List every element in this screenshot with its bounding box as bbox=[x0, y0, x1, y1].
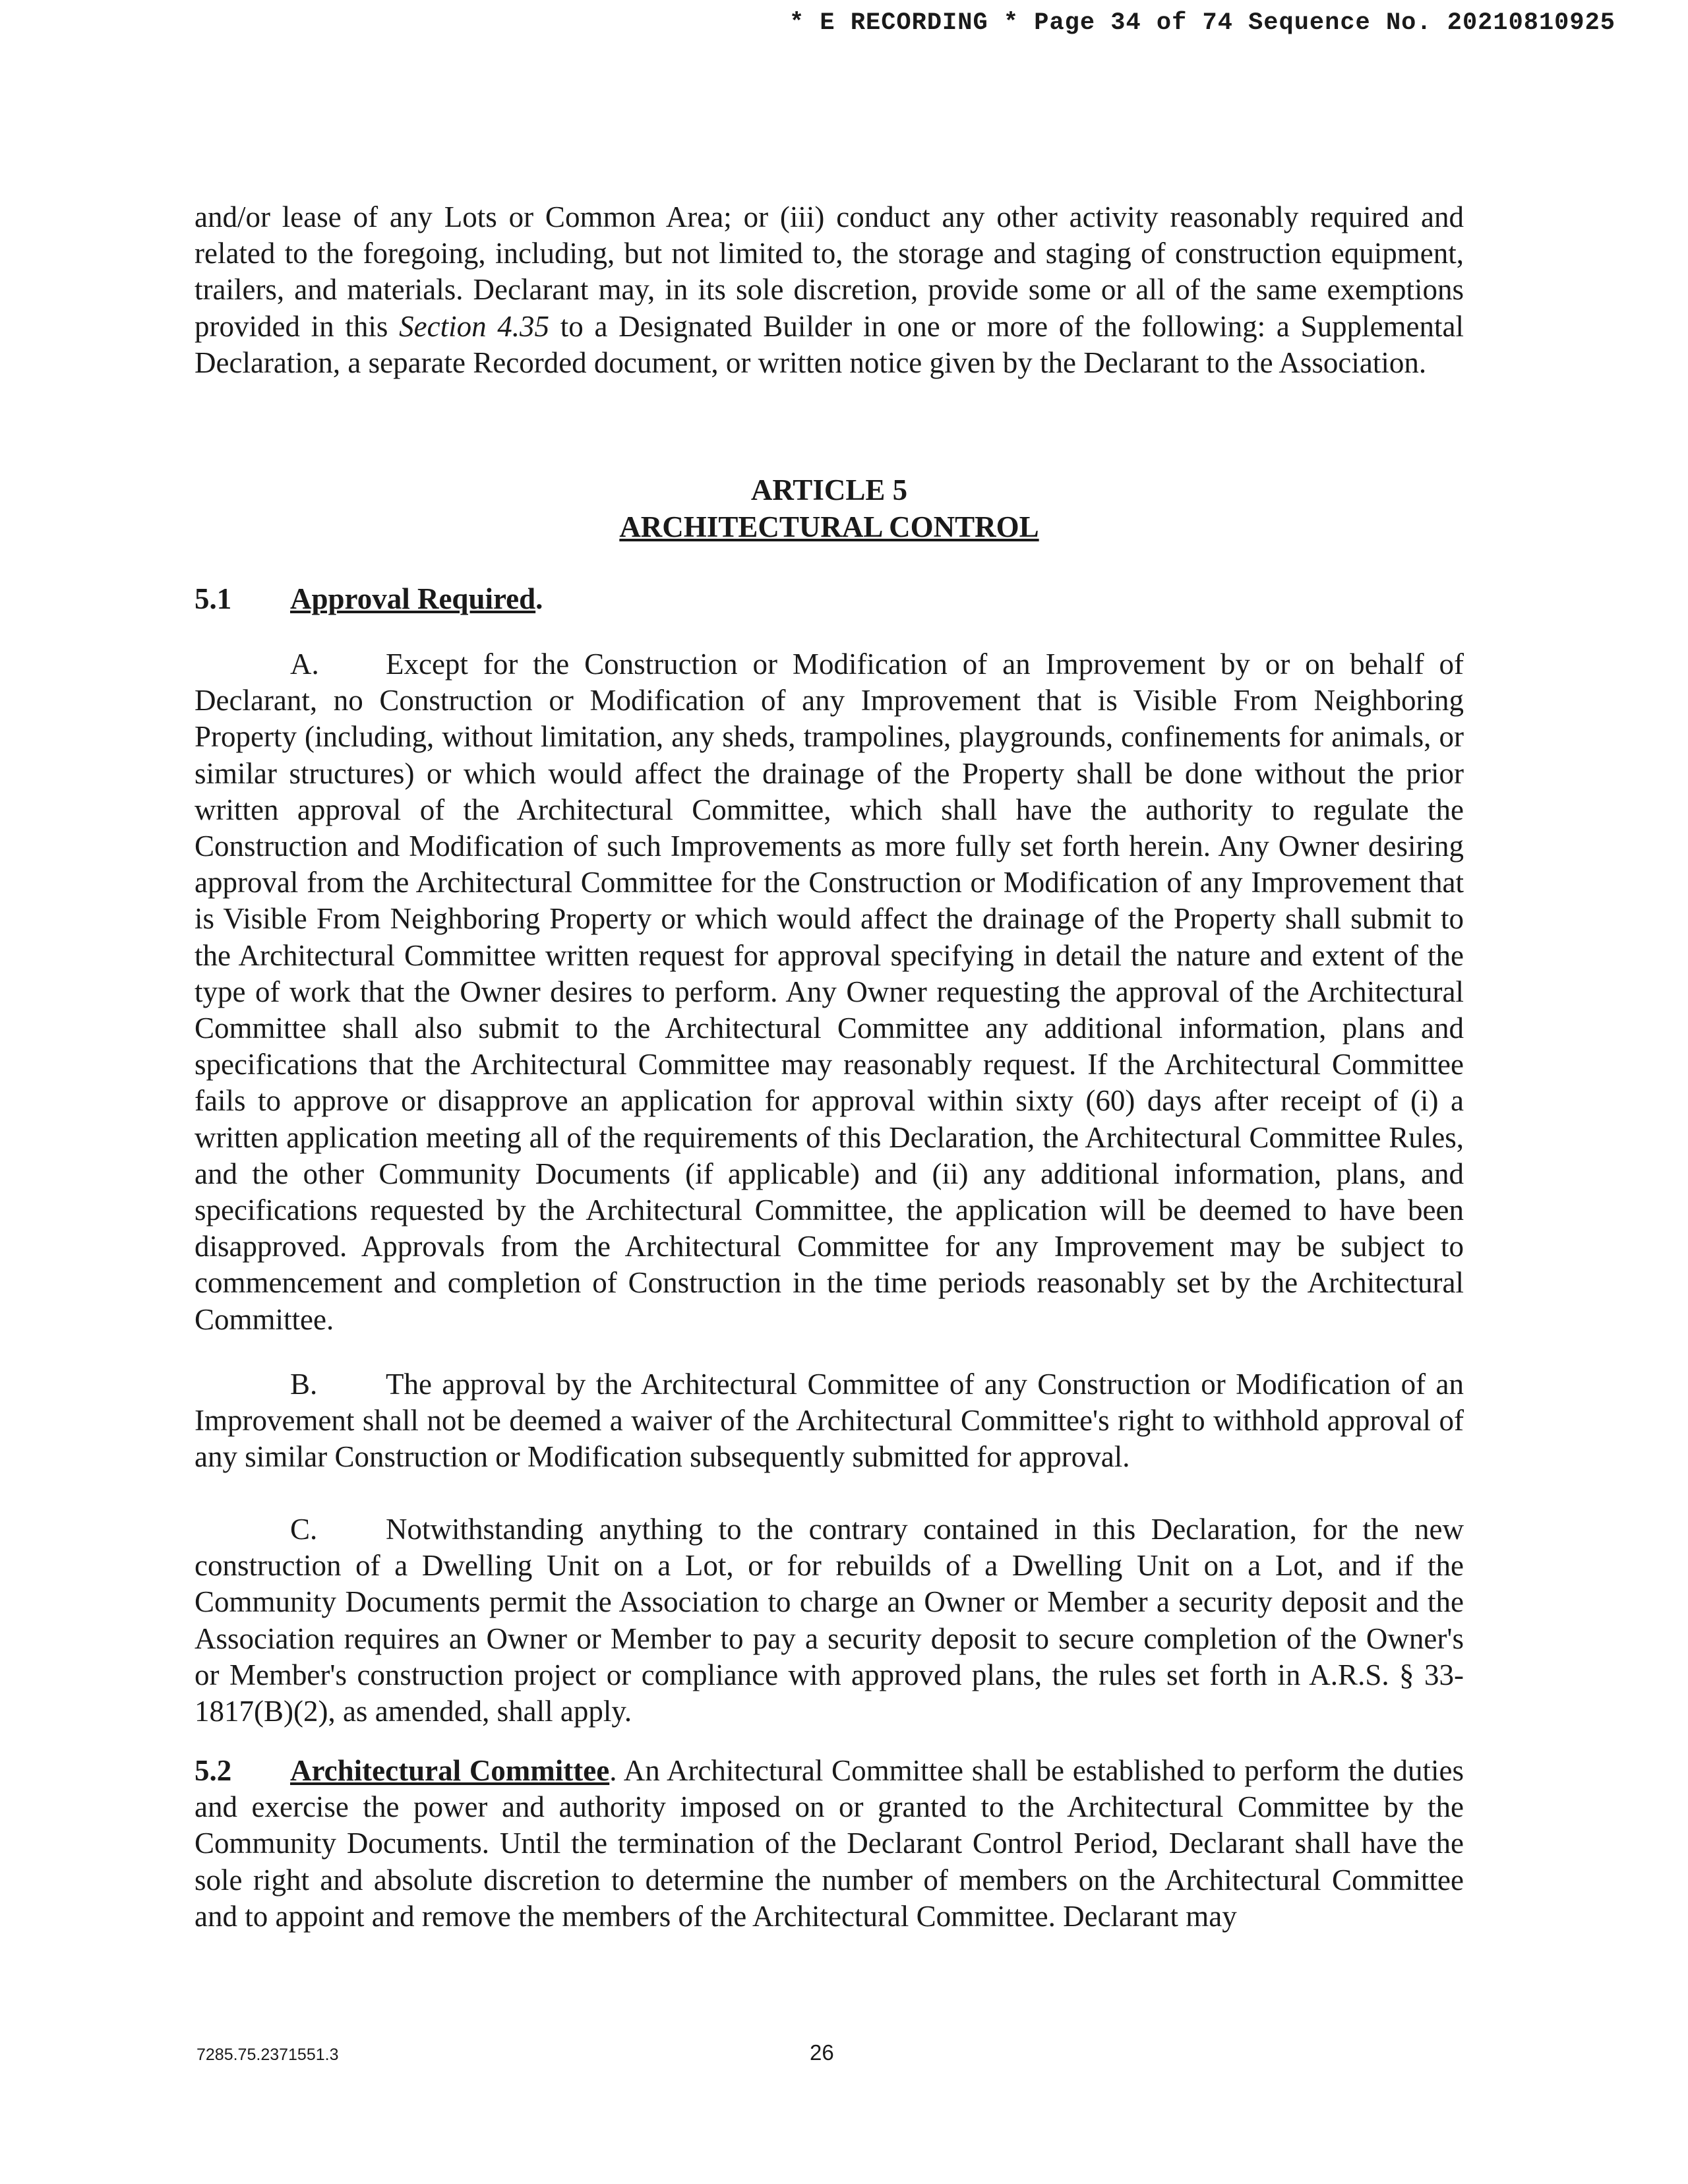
footer-page-number: 26 bbox=[810, 2040, 834, 2065]
paragraph-a bbox=[195, 646, 1464, 1338]
section-number: 5.2 bbox=[195, 1754, 232, 1787]
section-title-period: . bbox=[609, 1754, 617, 1787]
footer-document-id: 7285.75.2371551.3 bbox=[196, 2046, 339, 2064]
article-title: ARCHITECTURAL CONTROL bbox=[619, 510, 1039, 543]
article-heading bbox=[195, 471, 1464, 545]
paragraph-label: B. bbox=[290, 1368, 318, 1401]
section-title-period: . bbox=[535, 582, 543, 615]
paragraph-text: Notwithstanding anything to the contrary contained in this Declaration, for the new construction of a Dwelling Unit on a Lot, or for rebuilds of a Dwelling Unit on a Lot, and if the Community Documents permit the Association to charge an Owner or Member a security deposit and the Association requires an Owner or Member to pay a security deposit to secure completion of the Owner's or Member's construction project or compliance with approved plans, the rules set forth in A.R.S. § 33-1817(B)(2), as amended, shall apply. bbox=[195, 1513, 1464, 1728]
paragraph-text: The approval by the Architectural Committee of any Construction or Modification of an Improvement shall not be deemed a waiver of the Architectural Committee's right to withhold approval of any similar Construction or Modification subsequently submitted for approval. bbox=[195, 1368, 1464, 1474]
section-5-2-paragraph bbox=[195, 1753, 1464, 1935]
section-title: Architectural Committee bbox=[290, 1754, 610, 1787]
paragraph-label: C. bbox=[290, 1513, 318, 1546]
section-number: 5.1 bbox=[195, 582, 232, 615]
intro-text-end: to a Designated Builder in one or more of the following: a Supplemental Declaration, a separate Recorded document, or written notice given by the Declarant to the Association. bbox=[195, 309, 1464, 379]
article-number: ARTICLE 5 bbox=[750, 473, 908, 506]
recording-header: * E RECORDING * Page 34 of 74 Sequence No. 20210810925 bbox=[789, 9, 1615, 37]
section-5-1-heading bbox=[195, 580, 543, 617]
paragraph-b bbox=[195, 1366, 1464, 1476]
paragraph-label: A. bbox=[290, 648, 319, 681]
paragraph-c bbox=[195, 1511, 1464, 1730]
intro-text-start: and/or lease of any Lots or Common Area; or (iii) conduct any other activity reasonably required and related to the foregoing, including, but not limited to, the storage and staging of construction equipment, trailers, and materials. Declarant may, in its sole discretion, provide some or all of the same exemptions provided in this bbox=[195, 200, 1464, 343]
section-text: An Architectural Committee shall be established to perform the duties and exercise the power and authority imposed on or granted to the Architectural Committee by the Community Documents. Until the termination of the Declarant Control Period, Declarant shall have the sole right and absolute discretion to determine the number of members on the Architectural Committee and to appoint and remove the members of the Architectural Committee. Declarant may bbox=[195, 1754, 1464, 1933]
section-reference: Section 4.35 bbox=[399, 309, 550, 343]
intro-paragraph bbox=[195, 199, 1464, 381]
section-title: Approval Required bbox=[290, 582, 536, 615]
paragraph-text: Except for the Construction or Modification of an Improvement by or on behalf of Declarant, no Construction or Modification of any Improvement that is Visible From Neighboring Property (including, without limitation, any sheds, trampolines, playgrounds, confinements for animals, or similar structures) or which would affect the drainage of the Property shall be done without the prior written approval of the Architectural Committee, which shall have the authority to regulate the Construction and Modification of such Improvements as more fully set forth herein. Any Owner desiring approval from the Architectural Committee for the Construction or Modification of any Improvement that is Visible From Neighboring Property or which would affect the drainage of the Property shall submit to the Architectural Committee written request for approval specifying in detail the nature and extent of the type of work that the Owner desires to perform. Any Owner requesting the approval of the Architectural Committee shall also submit to the Architectural Committee any additional information, plans and specifications that the Architectural Committee may reasonably request. If the Architectural Committee fails to approve or disapprove an application for approval within sixty (60) days after receipt of (i) a written application meeting all of the requirements of this Declaration, the Architectural Committee Rules, and the other Community Documents (if applicable) and (ii) any additional information, plans, and specifications requested by the Architectural Committee, the application will be deemed to have been disapproved. Approvals from the Architectural Committee for any Improvement may be subject to commencement and completion of Construction in the time periods reasonably set by the Architectural Committee. bbox=[195, 648, 1464, 1336]
